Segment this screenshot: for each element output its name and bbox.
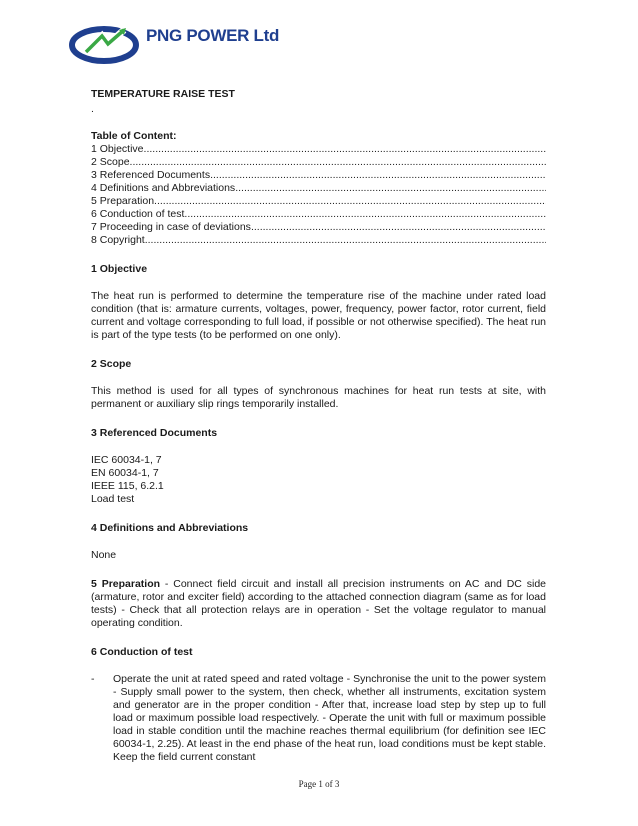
toc-item[interactable]: 1 Objective ..... [91, 143, 546, 156]
section-preparation [91, 578, 546, 630]
toc-item[interactable]: 5 Preparation ..... [91, 195, 546, 208]
section-body-scope: This method is used for all types of synchronous machines for heat run tests at site, with permanent or auxiliary slip rings temporarily installed. [91, 385, 546, 410]
section-heading-objective: 1 Objective [91, 263, 148, 275]
conduction-bullet-text: Operate the unit at rated speed and rated voltage - Synchronise the unit to the power system - Supply small power to the system, then check, whether all instruments, excitation system and generator are in the proper condition - After that, increase load step by step up to full load or maximum possible load respectively. - Operate the unit with full or maximum possible load in stable condition until the machine reaches thermal equilibrium (for definition see IEC 60034-1, 2.25). At least in the end phase of the heat run, load conditions must be kept stable. Keep the field current constant [113, 673, 546, 763]
page-number: Page 1 of 3 [298, 779, 340, 789]
table-of-contents [91, 143, 546, 247]
reference-item: IEEE 115, 6.2.1 [91, 480, 164, 492]
document-title: TEMPERATURE RAISE TEST [91, 88, 235, 100]
section-body-objective: The heat run is performed to determine the temperature rise of the machine under rated load condition (that is: armature currents, voltages, power, frequency, power factor, rotor current, field current and voltage corresponding to full load, if possible or not otherwise specified). The heat run is part of the type tests (to be performed on one only). [91, 290, 546, 341]
company-logo [64, 22, 280, 68]
section-heading-definitions: 4 Definitions and Abbreviations [91, 522, 249, 534]
toc-item[interactable]: 3 Referenced Documents ..... [91, 169, 546, 182]
reference-item: IEC 60034-1, 7 [91, 454, 162, 466]
toc-item[interactable]: 2 Scope ..... [91, 156, 546, 169]
section-heading-referenced-documents: 3 Referenced Documents [91, 427, 218, 439]
title-dot: . [91, 103, 94, 115]
logo-text: PNG POWER Ltd [146, 26, 280, 45]
reference-item: EN 60034-1, 7 [91, 467, 159, 479]
bullet-dash: - [91, 673, 95, 685]
document-body [91, 88, 546, 764]
toc-item[interactable]: 6 Conduction of test ..... [91, 208, 546, 221]
toc-item[interactable]: 8 Copyright ..... [91, 234, 546, 247]
toc-heading: Table of Content: [91, 130, 177, 142]
section-heading-conduction: 6 Conduction of test [91, 646, 193, 658]
section-body-definitions: None [91, 549, 117, 561]
png-power-emblem-icon [64, 22, 144, 68]
toc-item[interactable]: 7 Proceeding in case of deviations ..... [91, 221, 546, 234]
toc-item[interactable]: 4 Definitions and Abbreviations ..... [91, 182, 546, 195]
section-heading-preparation: 5 Preparation [91, 578, 161, 590]
section-body-preparation: - Connect field circuit and install all precision instruments on AC and DC side (armature, rotor and exciter field) according to the attached connection diagram (same as for load tests) - Check that all protection relays are in operation - Set the voltage regulator to manual operating condition. [91, 578, 547, 629]
reference-item: Load test [91, 493, 135, 505]
referenced-documents-list [91, 454, 546, 506]
section-heading-scope: 2 Scope [91, 358, 132, 370]
conduction-bullet-item [91, 673, 546, 764]
